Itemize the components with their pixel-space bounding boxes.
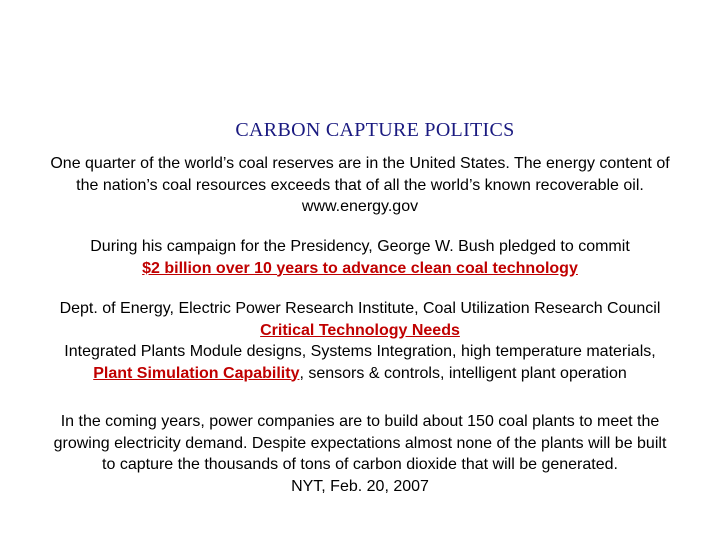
paragraph-line: One quarter of the world’s coal reserves are in the United States. The energy content of [50,155,670,172]
campaign-pledge-paragraph [0,236,720,279]
critical-needs-heading: Critical Technology Needs [260,321,460,339]
simulation-highlight: Plant Simulation Capability [93,364,300,382]
coal-plants-paragraph [0,411,720,497]
paragraph-line: growing electricity demand. Despite expectations almost none of the plants will be built [53,434,667,452]
organizations-line: Dept. of Energy, Electric Power Research Institute, Coal Utilization Research Council [59,300,661,317]
paragraph-line: the nation’s coal resources exceeds that of all the world’s known recoverable oil. [76,176,644,194]
source-citation: www.energy.gov [301,198,419,215]
paragraph-line-rest: , sensors & controls, intelligent plant operation [299,364,627,382]
paragraph-line: to capture the thousands of tons of carbon dioxide that will be generated. [102,456,618,473]
paragraph-line: During his campaign for the Presidency, George W. Bush pledged to commit [90,238,630,255]
technology-needs-paragraph [0,298,720,384]
coal-reserves-paragraph [0,153,720,218]
funding-highlight: $2 billion over 10 years to advance clean coal technology [142,259,578,277]
paragraph-line: Integrated Plants Module designs, Systems Integration, high temperature materials, [64,343,656,360]
source-citation: NYT, Feb. 20, 2007 [291,477,429,495]
paragraph-line [0,363,720,385]
paragraph-line: In the coming years, power companies are to build about 150 coal plants to meet the [60,413,660,430]
slide-title: CARBON CAPTURE POLITICS [235,119,515,141]
